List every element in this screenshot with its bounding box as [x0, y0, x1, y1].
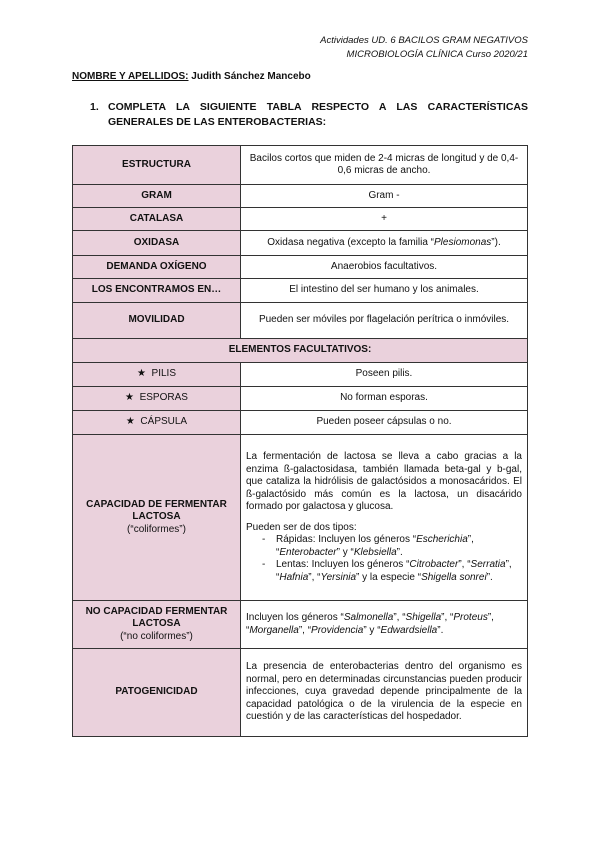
- dash-bullet: -: [262, 534, 266, 545]
- label-movilidad: MOVILIDAD: [73, 303, 241, 339]
- row-demanda-oxigeno: [73, 256, 528, 279]
- row-fermentar-lactosa: [73, 435, 528, 601]
- value-gram: Gram -: [241, 185, 528, 208]
- capsula-label-text: CÁPSULA: [140, 416, 188, 428]
- oxidasa-text-post: ”).: [491, 236, 501, 248]
- row-movilidad: [73, 303, 528, 339]
- pilis-label-text: PILIS: [151, 368, 176, 380]
- value-patogenicidad: La presencia de enterobacterias dentro del organismo es normal, pero en determinadas circunstancias pueden producir infecciones, cuya gravedad depende principalmente de la capacidad patológica o de la virulencia de la especie en cuestión y de las características del hospedador.: [241, 649, 528, 737]
- list-item-lentas: - Lentas: Incluyen los géneros “Citrobacter”, “Serratia”, “Hafnia”, “Yersinia” y la especie “Shigella sonrei”.: [262, 559, 512, 583]
- label-demanda-oxigeno: DEMANDA OXÍGENO: [73, 256, 241, 279]
- value-catalasa: +: [241, 208, 528, 231]
- row-patogenicidad: [73, 649, 528, 737]
- question-title: [90, 100, 528, 130]
- oxidasa-genus: Plesiomonas: [434, 236, 492, 248]
- header-line-1: Actividades UD. 6 BACILOS GRAM NEGATIVOS: [320, 35, 528, 46]
- dash-bullet: -: [262, 559, 266, 570]
- question-number: 1.: [90, 101, 99, 113]
- value-movilidad: Pueden ser móviles por flagelación perítrica o inmóviles.: [241, 303, 528, 339]
- student-name-label: NOMBRE Y APELLIDOS:: [72, 71, 189, 82]
- label-esporas: [73, 387, 241, 411]
- student-name-line: [72, 71, 311, 82]
- label-pilis: [73, 363, 241, 387]
- esporas-label-text: ESPORAS: [139, 392, 188, 404]
- label-no-fermentar-lactosa: [73, 601, 241, 649]
- value-pilis: Poseen pilis.: [241, 363, 528, 387]
- star-icon: ★: [137, 368, 146, 380]
- elementos-facultativos-header: ELEMENTOS FACULTATIVOS:: [73, 339, 528, 363]
- student-name: Judith Sánchez Mancebo: [191, 71, 311, 82]
- header-line-2: MICROBIOLOGÍA CLÍNICA Curso 2020/21: [346, 49, 528, 60]
- document-header: [320, 34, 528, 62]
- star-icon: ★: [125, 416, 135, 428]
- value-no-fermentar-lactosa: Incluyen los géneros “Salmonella”, “Shigella”, “Proteus”, “Morganella”, “Providencia” y “Edwardsiella”.: [241, 601, 528, 649]
- value-fermentar-lactosa: [241, 435, 528, 601]
- fermentar-sublabel: (“coliformes”): [127, 523, 186, 535]
- row-elementos-header: [73, 339, 528, 363]
- fermentar-label-text: CAPACIDAD DE FERMENTAR LACTOSA: [86, 498, 227, 523]
- row-capsula: [73, 411, 528, 435]
- oxidasa-text-pre: Oxidasa negativa (excepto la familia “: [267, 236, 435, 248]
- value-esporas: No forman esporas.: [241, 387, 528, 411]
- label-gram: GRAM: [73, 185, 241, 208]
- value-capsula: Pueden poseer cápsulas o no.: [241, 411, 528, 435]
- label-patogenicidad: PATOGENICIDAD: [73, 649, 241, 737]
- list-item-rapidas: - Rápidas: Incluyen los géneros “Escherichia”, “Enterobacter” y “Klebsiella”.: [262, 534, 474, 558]
- enterobacteria-table: [72, 145, 528, 737]
- fermentar-types-list: [246, 534, 522, 584]
- row-estructura: [73, 146, 528, 185]
- no-fermentar-sublabel: (“no coliformes”): [120, 630, 193, 642]
- label-fermentar-lactosa: [73, 435, 241, 601]
- value-encontramos: El intestino del ser humano y los animales.: [241, 279, 528, 303]
- value-oxidasa: [241, 231, 528, 256]
- row-gram: [73, 185, 528, 208]
- label-encontramos: LOS ENCONTRAMOS EN…: [73, 279, 241, 303]
- row-oxidasa: [73, 231, 528, 256]
- star-icon: ★: [125, 392, 135, 404]
- value-demanda-oxigeno: Anaerobios facultativos.: [241, 256, 528, 279]
- value-estructura: Bacilos cortos que miden de 2-4 micras de longitud y de 0,4-0,6 micras de ancho.: [241, 146, 528, 185]
- label-capsula: [73, 411, 241, 435]
- label-estructura: ESTRUCTURA: [73, 146, 241, 185]
- row-no-fermentar-lactosa: [73, 601, 528, 649]
- fermentar-paragraph-2: Pueden ser de dos tipos:: [246, 521, 357, 533]
- label-catalasa: CATALASA: [73, 208, 241, 231]
- no-fermentar-label-text: NO CAPACIDAD FERMENTAR LACTOSA: [85, 605, 228, 630]
- label-oxidasa: OXIDASA: [73, 231, 241, 256]
- row-esporas: [73, 387, 528, 411]
- fermentar-paragraph-1: La fermentación de lactosa se lleva a cabo gracias a la enzima ß-galactosidasa, también llamada beta-gal y b-gal, que cataliza la hidrólisis de galactósidos a monosacáridos. El ß-galactósido más común es la lactosa, un disacárido formado por galactosa y glucosa.: [246, 451, 522, 512]
- row-encontramos: [73, 279, 528, 303]
- question-text: COMPLETA LA SIGUIENTE TABLA RESPECTO A LAS CARACTERÍSTICAS GENERALES DE LAS ENTEROBACTERIAS:: [108, 101, 528, 128]
- row-pilis: [73, 363, 528, 387]
- row-catalasa: [73, 208, 528, 231]
